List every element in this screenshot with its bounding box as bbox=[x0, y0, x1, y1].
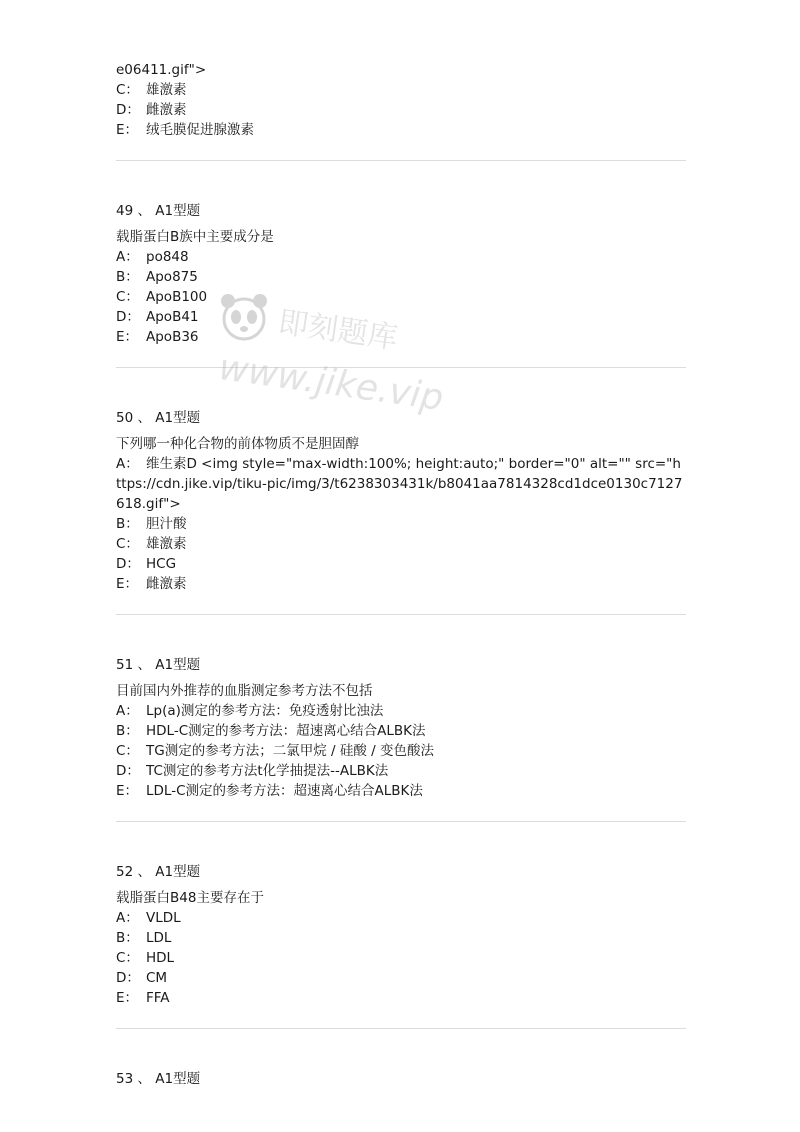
option-b bbox=[116, 721, 686, 741]
option-letter: E： bbox=[116, 783, 139, 799]
option-letter: A： bbox=[116, 456, 139, 472]
option-letter: C： bbox=[116, 82, 139, 98]
fragment-lead: e06411.gif"> bbox=[116, 62, 207, 78]
option-e bbox=[116, 781, 686, 801]
option-d bbox=[116, 100, 686, 120]
option-text: ApoB36 bbox=[146, 329, 199, 345]
question-52 bbox=[116, 862, 686, 1008]
question-stem: 下列哪一种化合物的前体物质不是胆固醇 bbox=[116, 436, 359, 452]
option-letter: B： bbox=[116, 516, 139, 532]
option-text: FFA bbox=[146, 990, 170, 1006]
option-letter: E： bbox=[116, 990, 139, 1006]
option-d bbox=[116, 968, 686, 988]
question-header: 51 、 A1型题 bbox=[116, 657, 201, 673]
option-text: TC测定的参考方法t化学抽提法--ALBK法 bbox=[146, 763, 389, 779]
option-text: ApoB41 bbox=[146, 309, 199, 325]
option-letter: D： bbox=[116, 102, 140, 118]
option-letter: B： bbox=[116, 269, 139, 285]
option-letter: C： bbox=[116, 950, 139, 966]
option-text: 胆汁酸 bbox=[146, 516, 187, 532]
question-stem: 载脂蛋白B48主要存在于 bbox=[116, 890, 264, 906]
option-letter: A： bbox=[116, 703, 139, 719]
option-text: 绒毛膜促进腺激素 bbox=[146, 122, 254, 138]
question-stem: 载脂蛋白B族中主要成分是 bbox=[116, 229, 274, 245]
option-c bbox=[116, 948, 686, 968]
document-page bbox=[116, 60, 686, 1095]
watermark-url: www.jike.vip bbox=[216, 347, 446, 420]
divider bbox=[116, 160, 686, 161]
watermark-brand: 即刻题库 bbox=[276, 304, 400, 357]
option-letter: E： bbox=[116, 122, 139, 138]
option-text: po848 bbox=[146, 249, 189, 265]
option-text: TG测定的参考方法；二氯甲烷 / 硅酸 / 变色酸法 bbox=[146, 743, 434, 759]
option-e bbox=[116, 574, 686, 594]
option-letter: B： bbox=[116, 723, 139, 739]
option-text: LDL-C测定的参考方法：超速离心结合ALBK法 bbox=[146, 783, 423, 799]
option-c bbox=[116, 287, 686, 307]
option-text: ApoB100 bbox=[146, 289, 208, 305]
option-text: 雄激素 bbox=[146, 536, 187, 552]
option-a bbox=[116, 454, 686, 514]
question-53 bbox=[116, 1069, 686, 1089]
option-text: Apo875 bbox=[146, 269, 198, 285]
option-text: VLDL bbox=[146, 910, 181, 926]
divider bbox=[116, 367, 686, 368]
option-d bbox=[116, 554, 686, 574]
divider bbox=[116, 614, 686, 615]
option-d bbox=[116, 307, 686, 327]
option-letter: E： bbox=[116, 576, 139, 592]
option-letter: E： bbox=[116, 329, 139, 345]
question-header: 53 、 A1型题 bbox=[116, 1071, 201, 1087]
option-letter: D： bbox=[116, 556, 140, 572]
option-e bbox=[116, 120, 686, 140]
option-d bbox=[116, 761, 686, 781]
option-e bbox=[116, 988, 686, 1008]
option-text: Lp(a)测定的参考方法：免疫透射比浊法 bbox=[146, 703, 384, 719]
option-text: LDL bbox=[146, 930, 172, 946]
option-a bbox=[116, 247, 686, 267]
option-c bbox=[116, 80, 686, 100]
option-text: CM bbox=[146, 970, 168, 986]
option-letter: A： bbox=[116, 249, 139, 265]
option-letter: D： bbox=[116, 763, 140, 779]
question-49 bbox=[116, 201, 686, 347]
option-letter: C： bbox=[116, 289, 139, 305]
divider bbox=[116, 1028, 686, 1029]
option-letter: B： bbox=[116, 930, 139, 946]
option-c bbox=[116, 741, 686, 761]
option-letter: C： bbox=[116, 536, 139, 552]
question-51 bbox=[116, 655, 686, 801]
option-text: HCG bbox=[146, 556, 177, 572]
option-c bbox=[116, 534, 686, 554]
option-letter: C： bbox=[116, 743, 139, 759]
option-letter: D： bbox=[116, 970, 140, 986]
option-b bbox=[116, 514, 686, 534]
option-text: 维生素D <img style="max-width:100%; height:auto;" border="0" alt="" src="https://cdn.jike.vip/tiku-pic/img/3/t6238303431k/b8041aa7814328cd1dce0130c7127618.gif"> bbox=[116, 456, 683, 512]
question-header: 52 、 A1型题 bbox=[116, 864, 201, 880]
question-stem: 目前国内外推荐的血脂测定参考方法不包括 bbox=[116, 683, 373, 699]
question-fragment bbox=[116, 60, 686, 140]
option-e bbox=[116, 327, 686, 347]
option-text: 雌激素 bbox=[146, 102, 187, 118]
option-a bbox=[116, 908, 686, 928]
option-text: 雄激素 bbox=[146, 82, 187, 98]
question-header: 49 、 A1型题 bbox=[116, 203, 201, 219]
option-a bbox=[116, 701, 686, 721]
question-50 bbox=[116, 408, 686, 594]
divider bbox=[116, 821, 686, 822]
option-text: 雌激素 bbox=[146, 576, 187, 592]
option-text: HDL-C测定的参考方法：超速离心结合ALBK法 bbox=[146, 723, 426, 739]
option-letter: A： bbox=[116, 910, 139, 926]
option-b bbox=[116, 928, 686, 948]
option-letter: D： bbox=[116, 309, 140, 325]
option-text: HDL bbox=[146, 950, 175, 966]
option-b bbox=[116, 267, 686, 287]
question-header: 50 、 A1型题 bbox=[116, 410, 201, 426]
